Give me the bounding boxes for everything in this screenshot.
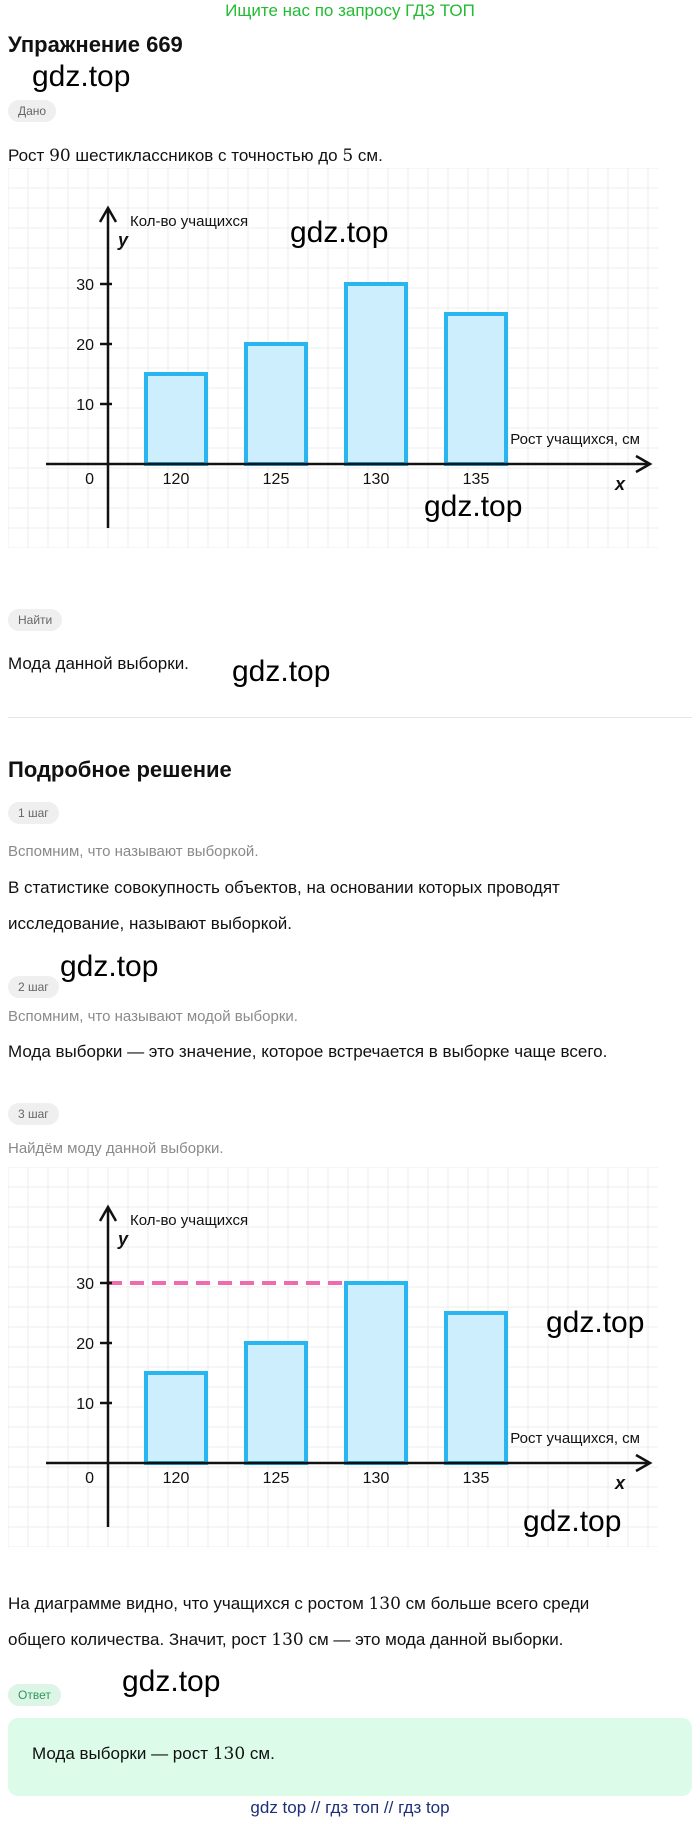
given-text: Рост 90 шестиклассников с точностью до 5 см. [8,146,383,166]
y-axis-letter: y [118,230,129,250]
step-1-hint: Вспомним, что называют выборкой. [8,843,259,860]
bar-130 [346,284,406,464]
given-chip: Дано [8,100,56,122]
origin-label: 0 [85,1470,94,1487]
x-tick-label: 120 [162,471,190,488]
x-tick-label: 125 [262,1470,290,1487]
x-axis-title: Рост учащихся, см [510,431,640,448]
watermark: gdz.top [424,490,523,523]
y-tick-label: 20 [76,1336,94,1353]
x-axis-letter: x [615,1473,626,1493]
y-axis-title: Кол-во учащихся [130,213,249,230]
watermark: gdz.top [546,1306,645,1339]
watermark: gdz.top [290,216,389,249]
bar-135 [446,314,506,464]
y-tick-label: 10 [76,1396,94,1413]
step-2-hint: Вспомним, что называют модой выборки. [8,1008,298,1025]
x-tick-label: 130 [362,1470,390,1487]
origin-label: 0 [85,471,94,488]
bar-135 [446,1313,506,1463]
step-2-chip: 2 шаг [8,976,59,998]
watermark: gdz.top [523,1505,622,1538]
x-tick-label: 120 [162,1470,190,1487]
y-tick-label: 30 [76,1276,94,1293]
step-2-line-1: Мода выборки — это значение, которое встречается в выборке чаще всего. [8,1042,608,1061]
conclusion-line-1: На диаграмме видно, что учащихся с ростом 130 см больше всего среди [8,1594,590,1614]
watermark: gdz.top [60,950,159,983]
divider [8,717,692,718]
bar-120 [146,374,206,464]
step-1-line-2: исследование, называют выборкой. [8,914,292,933]
x-axis-letter: x [615,474,626,494]
step-3-hint: Найдём моду данной выборки. [8,1140,224,1157]
step-1-chip: 1 шаг [8,802,59,824]
y-axis-title: Кол-во учащихся [130,1212,249,1229]
step-1-line-1: В статистике совокупность объектов, на основании которых проводят [8,878,560,897]
bar-125 [246,344,306,464]
bar-125 [246,1343,306,1463]
x-tick-label: 135 [462,1470,490,1487]
x-tick-label: 125 [262,471,290,488]
x-tick-label: 130 [362,471,390,488]
y-axis-letter: y [118,1229,129,1249]
y-tick-label: 20 [76,337,94,354]
y-tick-label: 30 [76,277,94,294]
page-title: Упражнение 669 [8,32,183,57]
histogram-solution [8,1167,658,1547]
watermark: gdz.top [232,655,331,688]
find-chip: Найти [8,609,62,631]
x-axis-title: Рост учащихся, см [510,1430,640,1447]
watermark: gdz.top [122,1665,221,1698]
bar-130 [346,1283,406,1463]
conclusion-line-2: общего количества. Значит, рост 130 см — это мода данной выборки. [8,1630,564,1650]
footer-links[interactable]: gdz top // гдз топ // гдз top [250,1798,450,1817]
solution-title: Подробное решение [8,757,232,782]
search-banner: Ищите нас по запросу ГДЗ ТОП [225,1,475,20]
find-text: Мода данной выборки. [8,654,189,673]
bar-120 [146,1373,206,1463]
answer-text: Мода выборки — рост 130 см. [32,1744,275,1764]
watermark: gdz.top [32,60,131,93]
step-3-chip: 3 шаг [8,1103,59,1125]
y-tick-label: 10 [76,397,94,414]
x-tick-label: 135 [462,471,490,488]
answer-chip: Ответ [8,1684,61,1706]
